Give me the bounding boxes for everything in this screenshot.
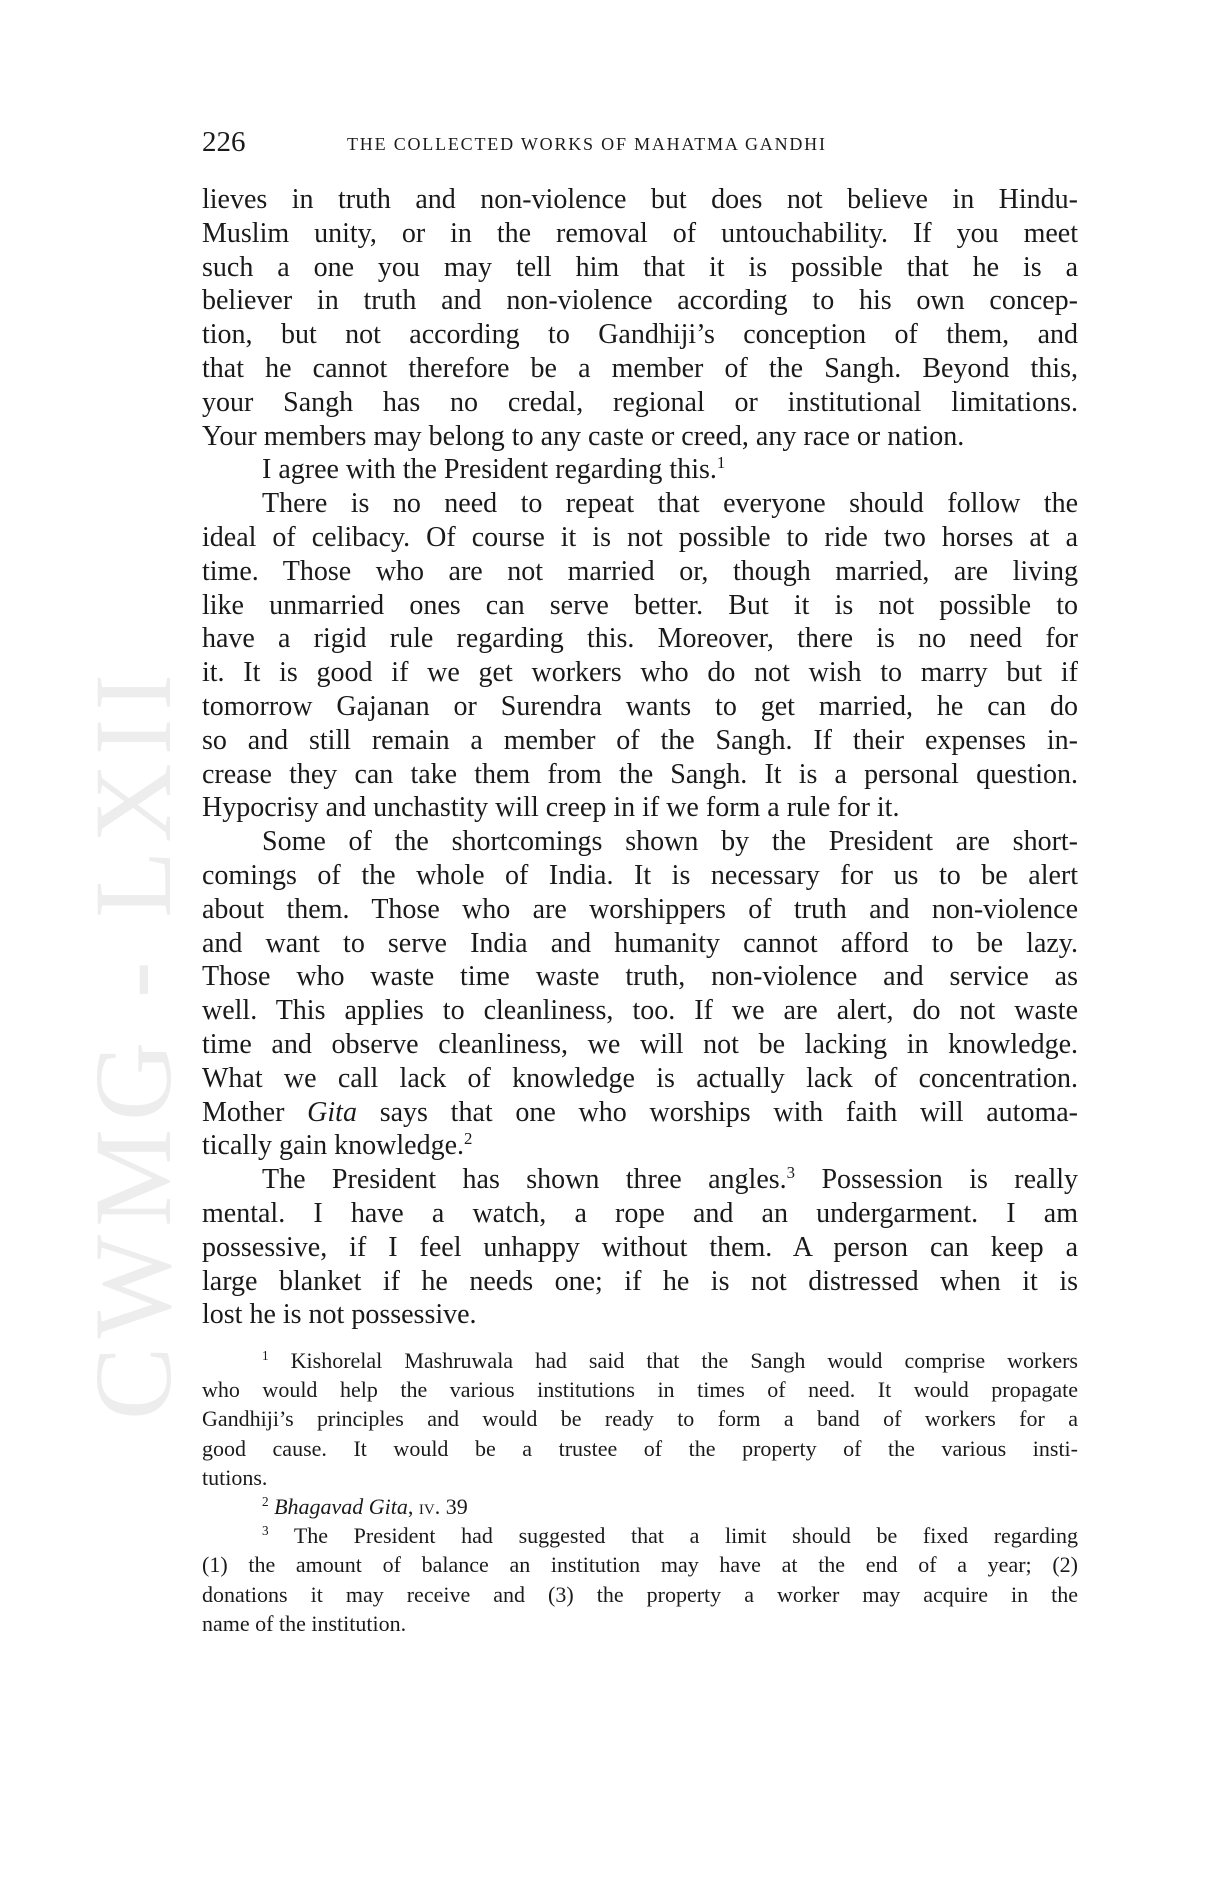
text-line: comings of the whole of India. It is necessary for us to be alert xyxy=(202,859,1078,891)
page-number: 226 xyxy=(202,126,246,158)
text-line: name of the institution. xyxy=(202,1610,407,1636)
text-line: your Sangh has no credal, regional or institutional limitations. xyxy=(202,386,1078,418)
text-line xyxy=(202,1163,1078,1197)
footnote-marker: 3 xyxy=(262,1523,269,1539)
paragraph xyxy=(202,1163,1078,1332)
text-line: tomorrow Gajanan or Surendra wants to get married, he can do xyxy=(202,690,1078,722)
text-line xyxy=(202,1346,1078,1375)
footnote-marker: 2 xyxy=(464,1129,473,1149)
text-line: well. This applies to cleanliness, too. If we are alert, do not waste xyxy=(202,995,1078,1027)
text-line: Gandhiji’s principles and would be ready to form a band of workers for a xyxy=(202,1406,1078,1432)
text-line: Those who waste time waste truth, non-violence and service as xyxy=(202,961,1078,993)
text-line xyxy=(202,1492,1078,1521)
text-segment: Bhagavad Gita xyxy=(274,1493,408,1519)
text-line: (1) the amount of balance an institution may have at the end of a year; (2) xyxy=(202,1552,1078,1578)
text-line: Some of the shortcomings shown by the President are short- xyxy=(262,826,1078,858)
text-line: tion, but not according to Gandhiji’s conception of them, and xyxy=(202,319,1078,351)
text-line: time. Those who are not married or, though married, are living xyxy=(202,555,1078,587)
body-text xyxy=(202,183,1078,1332)
text-line: tutions. xyxy=(202,1464,268,1490)
text-line: large blanket if he needs one; if he is not distressed when it is xyxy=(202,1265,1078,1297)
text-line: time and observe cleanliness, we will not be lacking in knowledge. xyxy=(202,1028,1078,1060)
text-line: so and still remain a member of the Sangh. If their expenses in- xyxy=(202,724,1078,756)
footnote-marker: 3 xyxy=(786,1163,796,1183)
text-line: good cause. It would be a trustee of the property of the various insti- xyxy=(202,1435,1078,1461)
text-segment: says that one who worships with faith will automa- xyxy=(356,1096,1078,1128)
paragraph xyxy=(202,825,1078,1163)
text-segment: The President has shown three angles. xyxy=(262,1164,787,1196)
paragraph xyxy=(202,487,1078,825)
text-line xyxy=(202,1129,1078,1163)
footnote-marker: 1 xyxy=(716,453,726,473)
text-line: crease they can take them from the Sangh. It is a personal question. xyxy=(202,758,1078,790)
text-line: it. It is good if we get workers who do not wish to marry but if xyxy=(202,657,1078,689)
footnotes xyxy=(202,1346,1078,1638)
text-segment: I agree with the President regarding this. xyxy=(262,454,717,486)
footnote xyxy=(202,1346,1078,1492)
text-segment: Possession is really xyxy=(795,1164,1079,1196)
footnote xyxy=(202,1521,1078,1638)
text-line: who would help the various institutions in times of need. It would propagate xyxy=(202,1377,1078,1403)
text-line: What we call lack of knowledge is actually lack of concentration. xyxy=(202,1062,1078,1094)
text-line: mental. I have a watch, a rope and an undergarment. I am xyxy=(202,1197,1078,1229)
paragraph xyxy=(202,183,1078,453)
text-line xyxy=(202,453,1078,487)
text-segment: The President had suggested that a limit should be fixed regarding xyxy=(268,1523,1078,1549)
text-segment: Gita xyxy=(307,1096,357,1128)
footnote xyxy=(202,1492,1078,1521)
text-segment: iv xyxy=(418,1493,435,1519)
text-segment: . 39 xyxy=(434,1493,468,1519)
text-line: such a one you may tell him that it is possible that he is a xyxy=(202,251,1078,283)
text-segment: Kishorelal Mashruwala had said that the Sangh would comprise workers xyxy=(268,1348,1078,1373)
text-line: There is no need to repeat that everyone should follow the xyxy=(262,488,1078,520)
footnote-marker: 2 xyxy=(262,1494,269,1510)
text-line: donations it may receive and (3) the property a worker may acquire in the xyxy=(202,1581,1078,1607)
text-line: lieves in truth and non-violence but does not believe in Hindu- xyxy=(202,184,1078,215)
text-line: Muslim unity, or in the removal of untouchability. If you meet xyxy=(202,217,1078,249)
text-line: like unmarried ones can serve better. But it is not possible to xyxy=(202,589,1078,621)
text-line: lost he is not possessive. xyxy=(202,1299,477,1331)
text-line xyxy=(202,1096,1078,1130)
text-line: that he cannot therefore be a member of the Sangh. Beyond this, xyxy=(202,352,1078,384)
text-segment: , xyxy=(407,1493,419,1519)
running-head: THE COLLECTED WORKS OF MAHATMA GANDHI xyxy=(347,134,827,154)
watermark: CWMG - LXII xyxy=(72,666,194,1420)
text-line: and want to serve India and humanity cannot afford to be lazy. xyxy=(202,927,1078,959)
text-segment: Mother xyxy=(202,1096,308,1128)
footnote-marker: 1 xyxy=(262,1348,269,1364)
text-line: Hypocrisy and unchastity will creep in if we form a rule for it. xyxy=(202,792,900,824)
text-line xyxy=(202,1521,1078,1550)
paragraph xyxy=(202,453,1078,487)
text-line: believer in truth and non-violence according to his own concep- xyxy=(202,285,1078,317)
text-line: have a rigid rule regarding this. Moreover, there is no need for xyxy=(202,623,1078,655)
page-header xyxy=(202,126,1082,166)
text-line: about them. Those who are worshippers of truth and non-violence xyxy=(202,893,1078,925)
text-segment: tically gain knowledge. xyxy=(202,1130,465,1162)
text-line: Your members may belong to any caste or creed, any race or nation. xyxy=(202,420,965,452)
text-line: ideal of celibacy. Of course it is not possible to ride two horses at a xyxy=(202,521,1078,553)
text-line: possessive, if I feel unhappy without them. A person can keep a xyxy=(202,1231,1078,1263)
